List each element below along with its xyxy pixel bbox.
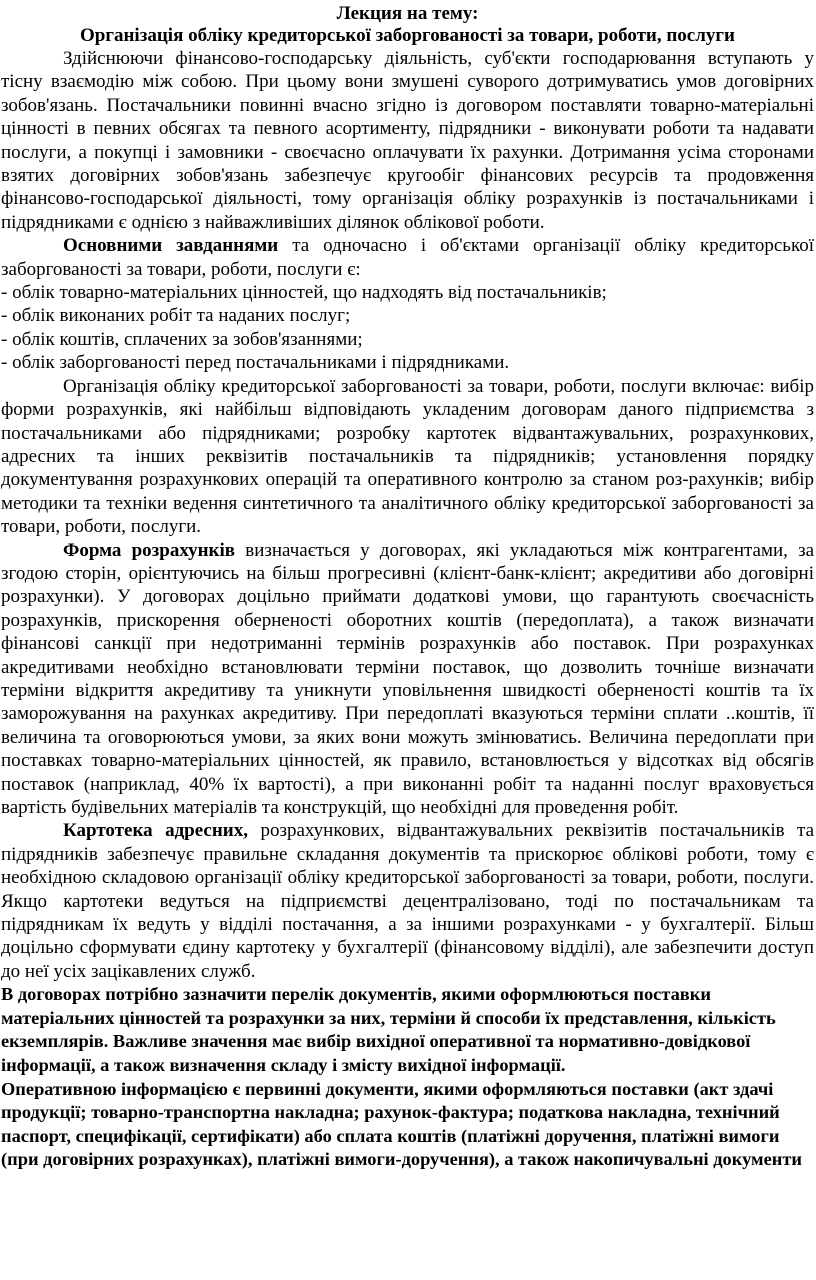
paragraph-intro: Здійснюючи фінансово-господарську діяльність, суб'єкти господарювання вступають у тісну взаємодію між собою. При цьому вони змушені суворого дотримуватись умов договірних зобов'язань. Постачальники повинні вчасно згідно із договором поставляти товарно-матеріальні цінності в певних обсягах та певного асортименту, підрядники - виконувати роботи та надавати послуги, а покупці і замовники - своєчасно оплачувати їх рахунки. Дотримання усіма сторонами взятих договірних зобов'язань забезпечує кругообіг фінансових ресурсів та продовження фінансово-господарської діяльності, тому організація обліку розрахунків із постачальниками і підрядниками є однією з найважливіших ділянок облікової роботи. — [1, 48, 814, 233]
paragraph-card-index — [1, 819, 814, 983]
paragraph-contracts: В договорах потрібно зазначити перелік документів, якими оформлюються поставки матеріальних цінностей та розрахунки за них, терміни й способи їх представлення, кількість екземплярів. Важливе значення має вибір вихідної оперативної та нормативно-довідкової інформації, а також визначення складу і змісту вихідної інформації. — [1, 984, 776, 1076]
card-index-text: розрахункових, відвантажувальних реквізитів постачальників та підрядників забезпечує правильне складання документів та прискорює облікові роботи, тому є необхідною складовою організації обліку кредиторської заборгованості за товари, роботи, послуги. Якщо картотеки ведуться на підприємстві децентралізовано, тоді по постачальникам та підрядникам їх ведуть у відділі постачання, а за іншими розрахунками - у бухгалтерії. Більш доцільно сформувати єдину картотеку у бухгалтерії (фінансовому відділі), але забезпечити доступ до неї усіх зацікавлених служб. — [1, 820, 815, 982]
list-item: - облік виконаних робіт та наданих послуг; — [1, 305, 351, 327]
list-item: - облік товарно-матеріальних цінностей, що надходять від постачальників; — [1, 282, 607, 304]
card-index-term: Картотека адресних, — [63, 820, 248, 842]
paragraph-payment-form — [1, 539, 814, 820]
payment-form-term: Форма розрахунків — [63, 539, 236, 561]
paragraph-organization: Організація обліку кредиторської заборгованості за товари, роботи, послуги включає: вибір форми розрахунків, які найбільш відповідають укладеним договорам даного підприємства з постачальниками або підрядниками; розробку картотек відвантажувальних, розрахункових, адресних та інших реквізитів постачальників та підрядників; установлення порядку документування розрахункових операцій та оперативного контролю за станом роз-рахунків; вибір методики та техніки ведення синтетичного та аналітичного обліку кредиторської заборгованості за товари, роботи, послуги. — [1, 375, 814, 538]
tasks-text: та одночасно і об'єктами організації обліку кредиторської заборгованості за товари, роботи, послуги є: — [1, 235, 815, 280]
list-item: - облік заборгованості перед постачальниками і підрядниками. — [1, 352, 510, 374]
paragraph-tasks — [1, 234, 814, 281]
document-page — [0, 2, 816, 1280]
lecture-title: Організація обліку кредиторської заборгованості за товари, роботи, послуги — [80, 25, 735, 46]
list-item: - облік коштів, сплачених за зобов'язаннями; — [1, 328, 363, 350]
payment-form-text: визначається у договорах, які укладаються між контрагентами, за згодою сторін, орієнтуючись на більш прогресивні (клієнт-банк-клієнт; акредитиви або договірні розрахунки). У договорах доцільно приймати додаткові умови, що гарантують своєчасність розрахунків, прискорення оберненості оборотних коштів (передоплата), а також визначати фінансові санкції при недотриманні термінів розрахунків або поставок. При розрахунках акредитивами необхідно встановлювати терміни поставок, що дозволить точніше визначати терміни відкриття акредитиву та уникнути уповільнення швидкості оберненості коштів та їх заморожування на рахунках акредитиву. При передоплаті вказуються терміни сплати ..коштів, її величина та оговорюються умови, за яких вони можуть змінюватись. Величина передоплати при поставках товарно-матеріальних цінностей, як правило, встановлюється у відсотках від обсягів поставок (наприклад, 40% їх вартості), а при виконанні робіт та наданні послуг враховується вартість будівельних матеріалів та конструкцій, що необхідні для проведення робіт. — [1, 539, 815, 818]
tasks-term: Основними завданнями — [63, 235, 279, 257]
lecture-heading: Лекция на тему: — [336, 3, 479, 24]
paragraph-operative-info: Оперативною інформацією є первинні документи, якими оформляються поставки (акт здачі продукції; товарно-транспортна накладна; рахунок-фактура; податкова накладна, технічний паспорт, специфікації, сертифікати) або сплата коштів (платіжні доручення, платіжні вимоги (при договірних розрахунках), платіжні вимоги-доручення), а також накопичувальні документи — [1, 1078, 802, 1170]
